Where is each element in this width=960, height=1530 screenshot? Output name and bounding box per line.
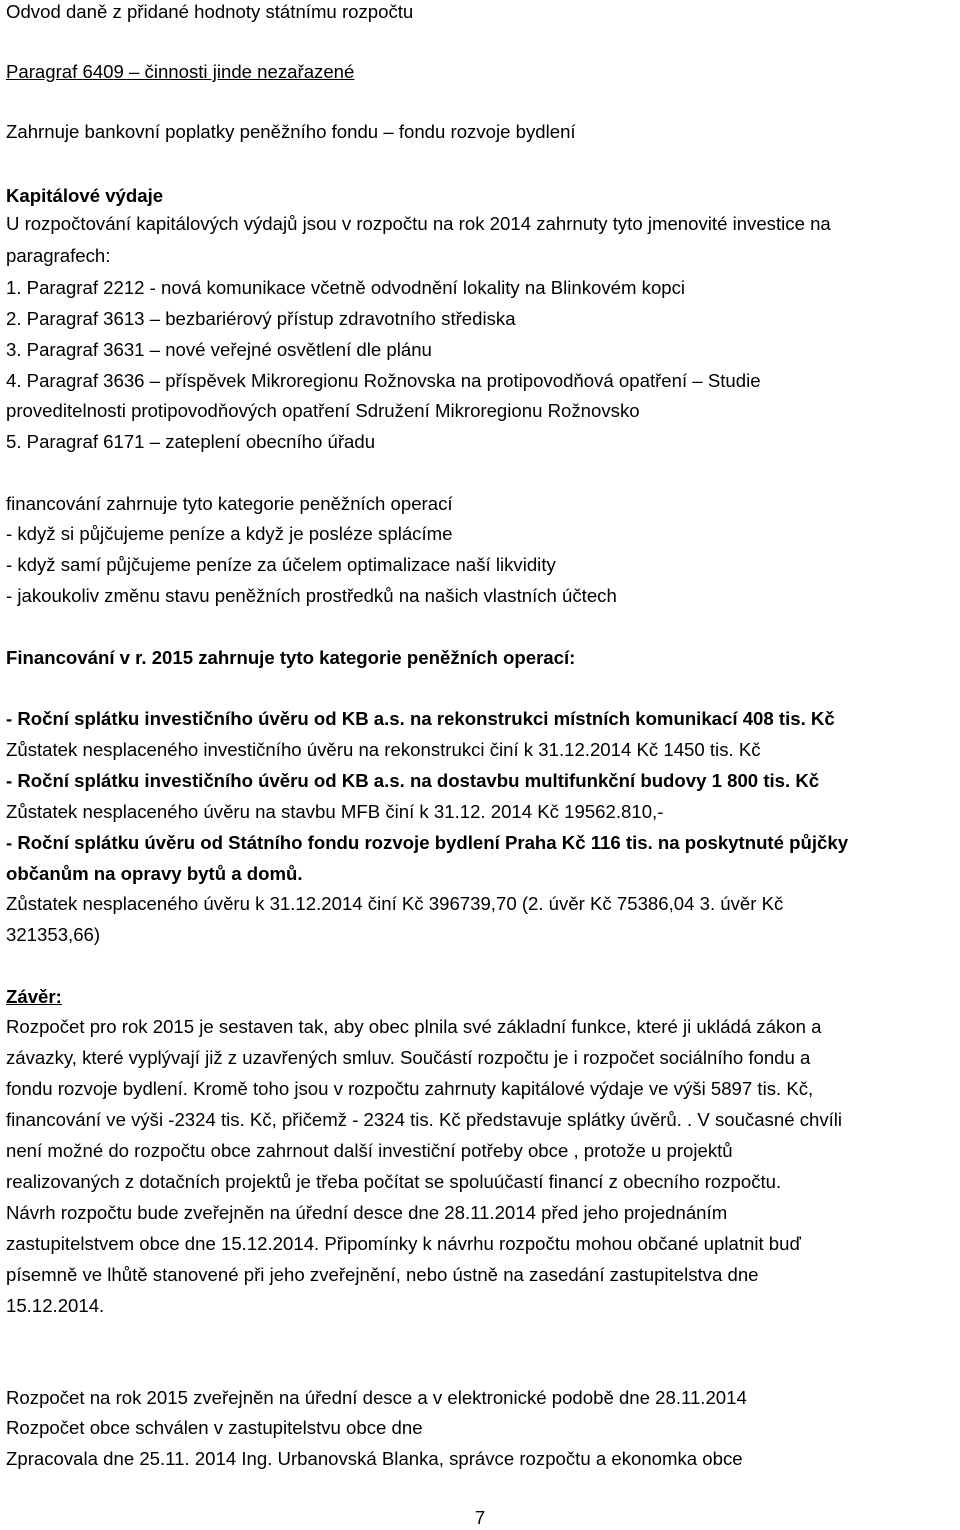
capital-item: 4. Paragraf 3636 – příspěvek Mikroregionu Rožnovska na protipovodňová opatření – Studie [6,370,761,391]
capital-item: 5. Paragraf 6171 – zateplení obecního úřadu [6,431,376,452]
financing-item: - když samí půjčujeme peníze za účelem optimalizace naší likvidity [6,554,556,575]
paragraph-6409-title: Paragraf 6409 – činnosti jinde nezařazené [6,61,355,82]
conclusion-line: 15.12.2014. [6,1295,105,1316]
conclusion-line: fondu rozvoje bydlení. Kromě toho jsou v rozpočtu zahrnuty kapitálové výdaje ve výši 5897 tis. Kč, [6,1078,814,1099]
conclusion-line: zastupitelstvem obce dne 15.12.2014. Připomínky k návrhu rozpočtu mohou občané uplatnit buď [6,1233,801,1254]
financing-2015-heading: Financování v r. 2015 zahrnuje tyto kategorie peněžních operací: [6,647,576,668]
footer-published-line: Rozpočet na rok 2015 zveřejněn na úřední desce a v elektronické podobě dne 28.11.2014 [6,1387,747,1408]
page-number: 7 [474,1507,486,1528]
loan-repayment-kb-mfb: - Roční splátku investičního úvěru od KB a.s. na dostavbu multifunkční budovy 1 800 tis. Kč [6,770,820,791]
conclusion-line: závazky, které vyplývají již z uzavřených smluv. Součástí rozpočtu je i rozpočet sociálního fondu a [6,1047,811,1068]
capital-intro-line: U rozpočtování kapitálových výdajů jsou v rozpočtu na rok 2014 zahrnuty tyto jmenovité investice na [6,213,831,234]
conclusion-line: financování ve výši -2324 tis. Kč, přičemž - 2324 tis. Kč představuje splátky úvěrů. . V současné chvíli [6,1109,843,1130]
loan-balance-roads: Zůstatek nesplaceného investičního úvěru na rekonstrukci činí k 31.12.2014 Kč 1450 tis. Kč [6,739,761,760]
footer-approved-line: Rozpočet obce schválen v zastupitelstvu obce dne [6,1417,423,1438]
loan-repayment-kb-roads: - Roční splátku investičního úvěru od KB a.s. na rekonstrukci místních komunikací 408 tis. Kč [6,708,835,729]
conclusion-line: není možné do rozpočtu obce zahrnout další investiční potřeby obce , protože u projektů [6,1140,733,1161]
financing-item: - když si půjčujeme peníze a když je posléze splácíme [6,523,453,544]
conclusion-line: Rozpočet pro rok 2015 je sestaven tak, aby obec plnila své základní funkce, které ji ukládá zákon a [6,1016,822,1037]
financing-item: - jakoukoliv změnu stavu peněžních prostředků na našich vlastních účtech [6,585,617,606]
conclusion-line: realizovaných z dotačních projektů je třeba počítat se spoluúčastí financí z obecního rozpočtu. [6,1171,782,1192]
capital-item: 3. Paragraf 3631 – nové veřejné osvětlení dle plánu [6,339,432,360]
capital-item: 2. Paragraf 3613 – bezbariérový přístup zdravotního střediska [6,308,516,329]
conclusion-line: Návrh rozpočtu bude zveřejněn na úřední desce dne 28.11.2014 před jeho projednáním [6,1202,728,1223]
loan-balance-mfb: Zůstatek nesplaceného úvěru na stavbu MFB činí k 31.12. 2014 Kč 19562.810,- [6,801,664,822]
capital-expenditures-heading: Kapitálové výdaje [6,185,164,206]
financing-intro: financování zahrnuje tyto kategorie peněžních operací [6,493,453,514]
capital-item-continued: proveditelnosti protipovodňových opatření Sdružení Mikroregionu Rožnovsko [6,400,640,421]
conclusion-line: písemně ve lhůtě stanovené při jeho zveřejnění, nebo ústně na zasedání zastupitelstva dne [6,1264,759,1285]
conclusion-heading: Závěr: [6,986,62,1007]
footer-prepared-line: Zpracovala dne 25.11. 2014 Ing. Urbanovská Blanka, správce rozpočtu a ekonomka obce [6,1448,743,1469]
loan-balance-sfrb-continued: 321353,66) [6,924,101,945]
loan-repayment-sfrb-continued: občanům na opravy bytů a domů. [6,863,303,884]
paragraph-6409-description: Zahrnuje bankovní poplatky peněžního fondu – fondu rozvoje bydlení [6,121,576,142]
loan-repayment-sfrb: - Roční splátku úvěru od Státního fondu rozvoje bydlení Praha Kč 116 tis. na poskytnuté půjčky [6,832,849,853]
capital-intro-line: paragrafech: [6,245,111,266]
capital-item: 1. Paragraf 2212 - nová komunikace včetně odvodnění lokality na Blinkovém kopci [6,277,686,298]
loan-balance-sfrb: Zůstatek nesplaceného úvěru k 31.12.2014 činí Kč 396739,70 (2. úvěr Kč 75386,04 3. úvěr Kč [6,893,784,914]
heading-vat-transfer: Odvod daně z přidané hodnoty státnímu rozpočtu [6,1,414,22]
